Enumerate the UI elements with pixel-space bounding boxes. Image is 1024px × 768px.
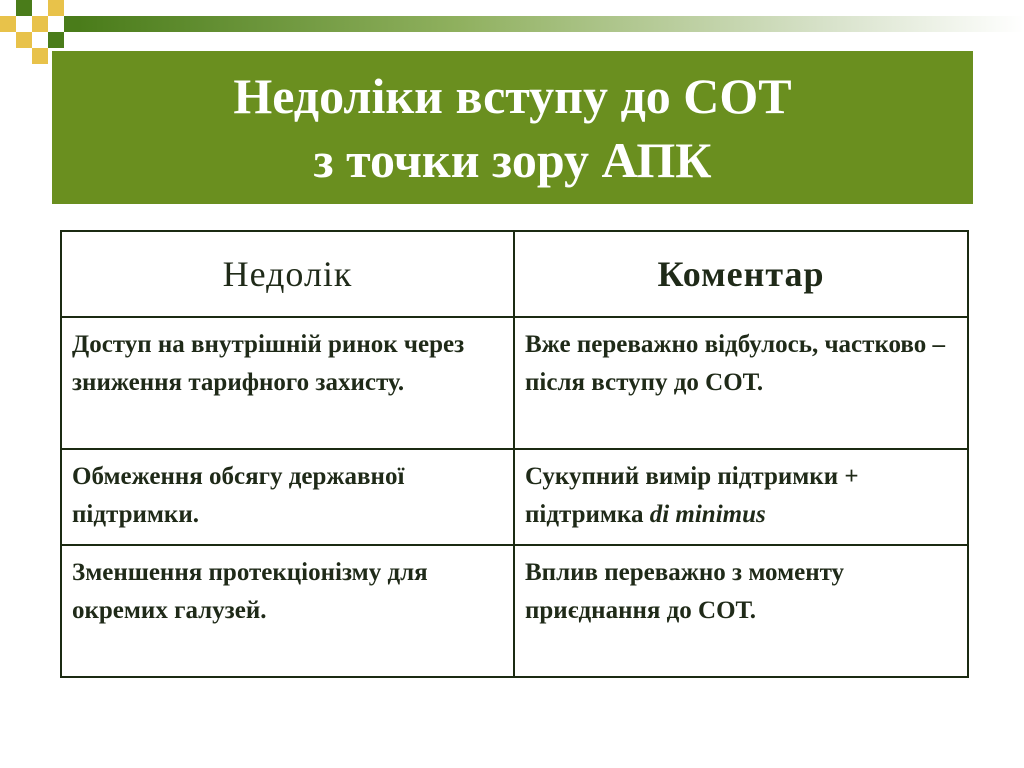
table-row	[61, 317, 968, 449]
cell-drawback: Зменшення протекціонізму для окремих галузей.	[61, 545, 514, 677]
header-comment: Коментар	[514, 231, 968, 317]
comment-italic-term: di minimus	[649, 501, 766, 528]
table-row	[61, 449, 968, 545]
deco-square-icon	[32, 48, 48, 64]
cell-comment	[514, 449, 968, 545]
title-line-2: з точки зору АПК	[313, 131, 712, 188]
deco-square-icon	[48, 32, 64, 48]
header-drawback: Недолік	[61, 231, 514, 317]
cell-comment: Вже переважно відбулось, частково – після вступу до СОТ.	[514, 317, 968, 449]
header-gradient-bar	[78, 16, 1024, 32]
cell-comment: Вплив переважно з моменту приєднання до СОТ.	[514, 545, 968, 677]
slide-title	[52, 51, 973, 204]
cell-drawback: Доступ на внутрішній ринок через зниження тарифного захисту.	[61, 317, 514, 449]
deco-square-icon	[48, 0, 64, 16]
title-line-1: Недоліки вступу до СОТ	[233, 67, 792, 124]
deco-square-icon	[0, 16, 16, 32]
comment-text: Сукупний вимір підтримки + підтримка	[525, 463, 859, 528]
table-row	[61, 545, 968, 677]
cell-drawback: Обмеження обсягу державної підтримки.	[61, 449, 514, 545]
deco-square-icon	[32, 16, 48, 32]
table-header-row	[61, 231, 968, 317]
deco-square-icon	[16, 0, 32, 16]
deco-square-icon	[16, 32, 32, 48]
drawbacks-table	[60, 230, 969, 678]
